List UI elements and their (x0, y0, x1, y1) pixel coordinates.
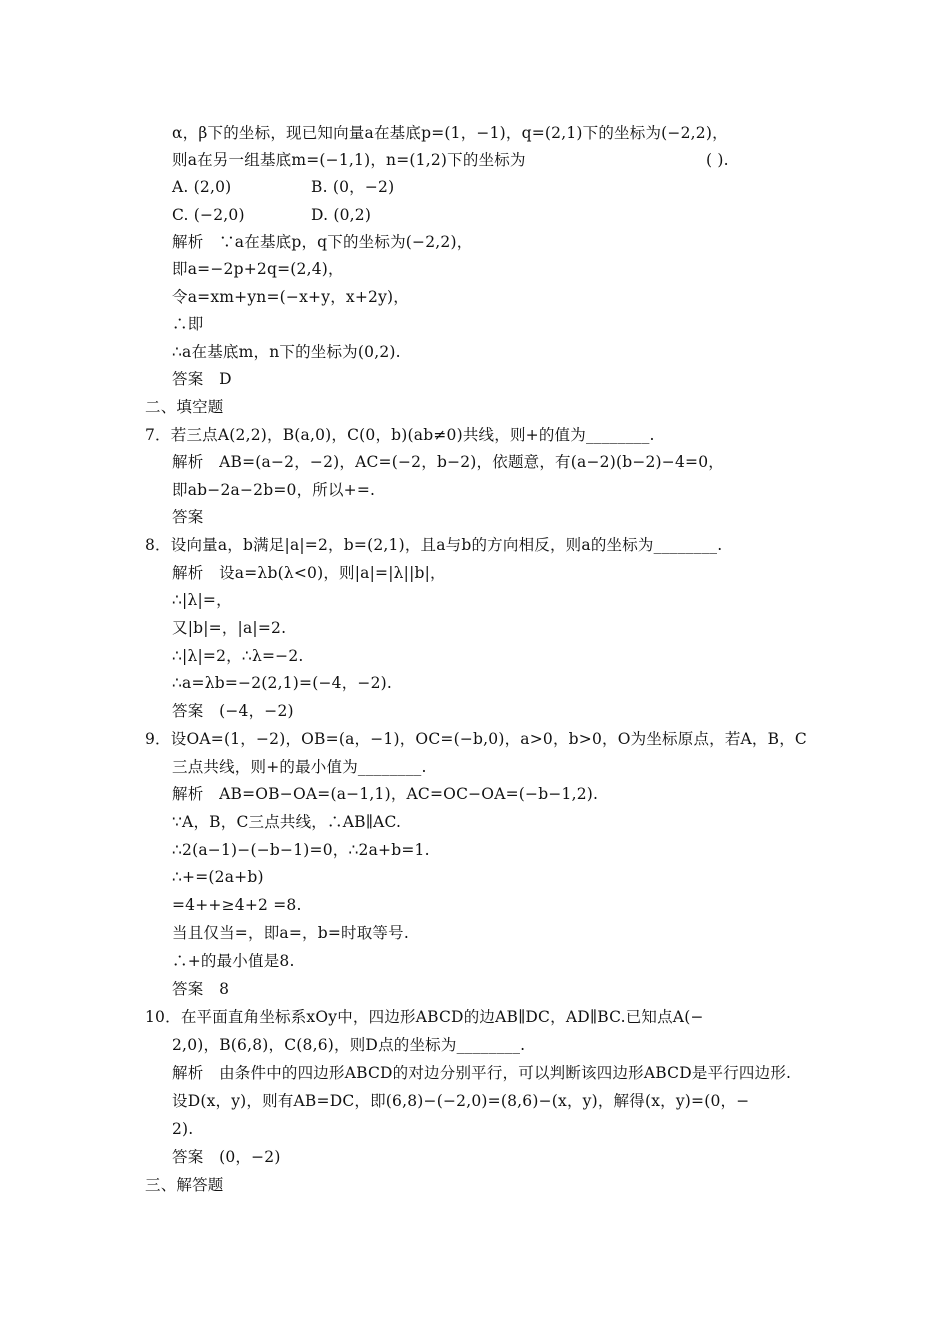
text-line: =4++≥4+2 =8. (172, 896, 302, 914)
text-line: ∴a=λb=−2(2,1)=(−4，−2). (172, 674, 393, 692)
text-line: 解析 AB=(a−2，−2)，AC=(−2，b−2)，依题意，有(a−2)(b−2)−4=0， (172, 453, 725, 471)
text-line: 设D(x，y)，则有AB=DC，即(6,8)−(−2,0)=(8,6)−(x，y)，解得(x，y)=(0，− (172, 1092, 750, 1110)
text-line: 则a在另一组基底m=(−1,1)，n=(1,2)下的坐标为 (172, 151, 526, 169)
text-line: 令a=xm+yn=(−x+y，x+2y)， (172, 288, 409, 306)
text-line: B. (0，−2) (311, 178, 395, 196)
text-line: 解析 ∵a在基底p，q下的坐标为(−2,2)， (172, 233, 473, 251)
text-line: 答案 (−4，−2) (172, 702, 294, 720)
text-line: 解析 由条件中的四边形ABCD的对边分别平行，可以判断该四边形ABCD是平行四边形. (172, 1064, 792, 1082)
text-line: 即a=−2p+2q=(2,4)， (172, 260, 344, 278)
text-line: 二、填空题 (145, 398, 224, 416)
text-line: ∴2(a−1)−(−b−1)=0，∴2a+b=1. (172, 841, 430, 859)
text-line: 8．设向量a，b满足|a|=2，b=(2,1)，且a与b的方向相反，则a的坐标为________. (145, 536, 723, 554)
text-line: ∴+=(2a+b) (172, 868, 264, 886)
text-line: 答案 8 (172, 980, 230, 998)
text-line: 又|b|=，|a|=2. (172, 619, 287, 637)
text-line: 解析 设a=λb(λ<0)，则|a|=|λ||b|， (172, 564, 446, 582)
text-line: C. (−2,0) (172, 206, 245, 224)
text-line: 三、解答题 (145, 1176, 224, 1194)
text-line: 2). (172, 1120, 194, 1138)
text-line: 答案 (0，−2) (172, 1148, 281, 1166)
text-line: ( ). (706, 151, 729, 169)
text-line: A. (2,0) (172, 178, 232, 196)
text-line: 答案 D (172, 370, 232, 388)
text-line: ∴+的最小值是8. (172, 952, 295, 970)
text-line: ∴即 (172, 315, 204, 333)
text-line: D. (0,2) (311, 206, 372, 224)
text-line: 当且仅当=，即a=，b=时取等号. (172, 924, 409, 942)
text-line: 7．若三点A(2,2)，B(a,0)，C(0，b)(ab≠0)共线，则+的值为________. (145, 426, 655, 444)
text-line: ∴a在基底m，n下的坐标为(0,2). (172, 343, 401, 361)
text-line: 10．在平面直角坐标系xOy中，四边形ABCD的边AB∥DC，AD∥BC.已知点A(− (145, 1008, 704, 1026)
text-line: 答案 (172, 508, 204, 526)
text-line: 9．设OA=(1，−2)，OB=(a，−1)，OC=(−b,0)，a>0，b>0，O为坐标原点，若A，B，C (145, 730, 807, 748)
text-line: 2,0)，B(6,8)，C(8,6)，则D点的坐标为________. (172, 1036, 526, 1054)
text-line: 三点共线，则+的最小值为________. (172, 758, 427, 776)
text-line: ∴|λ|=2，∴λ=−2. (172, 647, 304, 665)
text-line: 即ab−2a−2b=0，所以+=. (172, 481, 376, 499)
text-line: ∵A，B，C三点共线，∴AB∥AC. (172, 813, 402, 831)
text-line: α，β下的坐标，现已知向量a在基底p=(1，−1)，q=(2,1)下的坐标为(−2,2)， (172, 124, 728, 142)
text-line: 解析 AB=OB−OA=(a−1,1)，AC=OC−OA=(−b−1,2). (172, 785, 599, 803)
text-line: ∴|λ|=， (172, 591, 232, 609)
